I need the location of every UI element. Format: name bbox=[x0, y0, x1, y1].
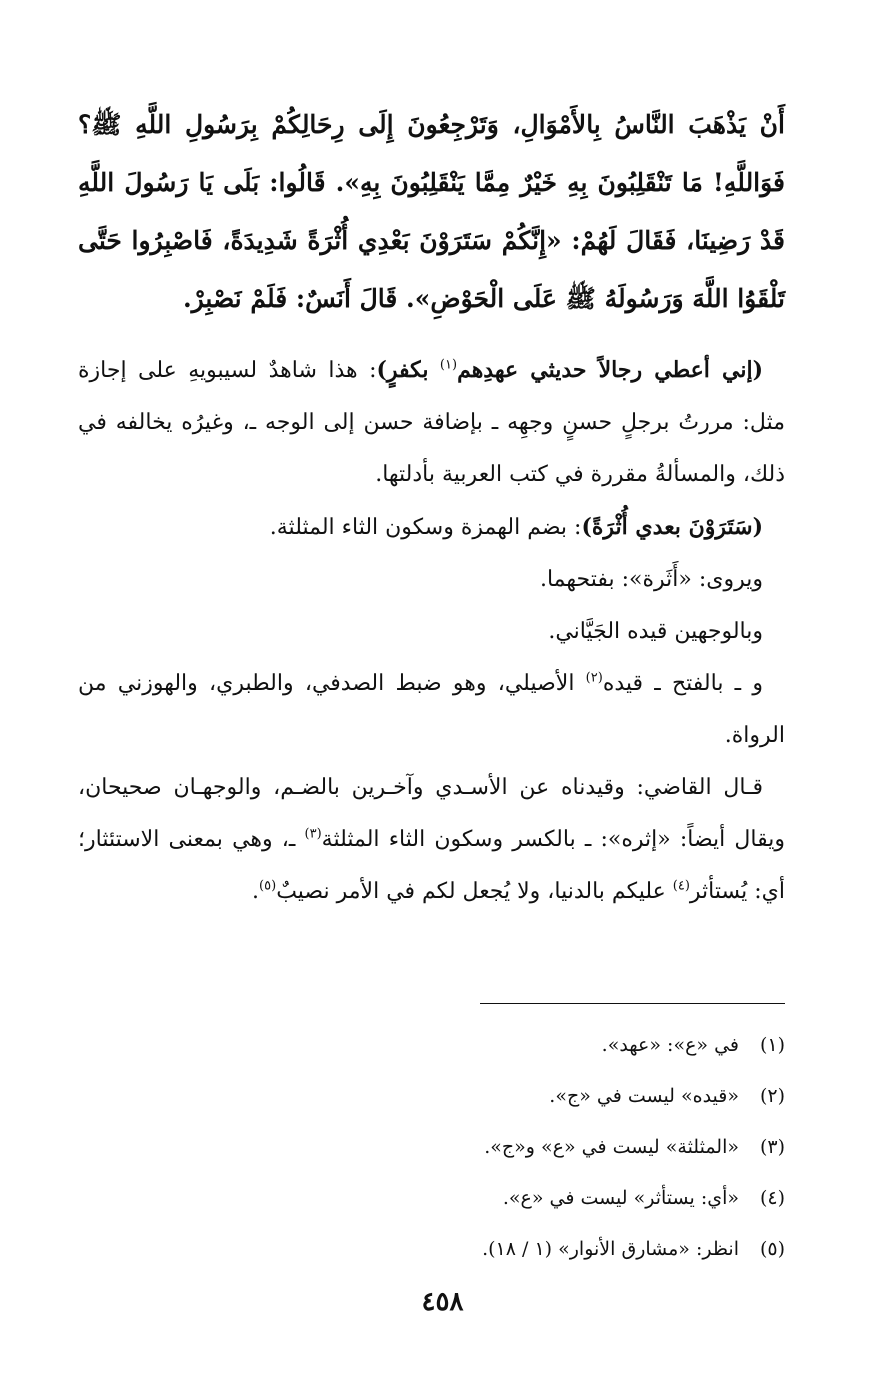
commentary-text: عليكم بالدنيا، ولا يُجعل لكم في الأمر نصيبٌ bbox=[276, 879, 666, 904]
commentary-text: و ـ بالفتح ـ قيده bbox=[602, 671, 763, 696]
main-text bbox=[78, 96, 785, 918]
footnote-number: (٥) bbox=[759, 1238, 785, 1260]
commentary-paragraph-6 bbox=[78, 762, 785, 918]
commentary-text: : بضم الهمزة وسكون الثاء المثلثة. bbox=[269, 515, 582, 540]
footnote-text: «قيده» ليست في «ج». bbox=[549, 1085, 739, 1107]
footnote-text: «أي: يستأثر» ليست في «ع». bbox=[502, 1187, 739, 1209]
lemma-heading: (سَتَرَوْنَ بعدي أُثْرَةً) bbox=[581, 514, 763, 540]
footnote-number: (٢) bbox=[759, 1085, 785, 1107]
footnote-item bbox=[78, 1071, 785, 1122]
footnote-divider bbox=[480, 1003, 785, 1004]
footnote-ref[interactable]: (٣) bbox=[304, 826, 322, 842]
commentary-paragraph-2 bbox=[78, 501, 785, 554]
footnote-text: «المثلثة» ليست في «ع» و«ج». bbox=[484, 1136, 739, 1158]
lemma-heading: بكفرٍ) bbox=[376, 357, 429, 383]
footnote-item bbox=[78, 1122, 785, 1173]
footnote-number: (٤) bbox=[759, 1187, 785, 1209]
commentary-paragraph-4: وبالوجهين قيده الجَيَّاني. bbox=[548, 619, 763, 644]
commentary-paragraph-5 bbox=[78, 658, 785, 762]
footnote-text: في «ع»: «عهد». bbox=[601, 1034, 739, 1056]
footnote-item bbox=[78, 1224, 785, 1275]
lemma-heading: (إني أعطي رجالاً حديثي عهدِهم bbox=[457, 357, 763, 383]
commentary-text: . bbox=[252, 879, 260, 904]
page-number: ٤٥٨ bbox=[421, 1287, 464, 1317]
commentary-paragraph-1 bbox=[78, 344, 785, 501]
footnote-text: انظر: «مشارق الأنوار» (١ / ١٨). bbox=[482, 1238, 739, 1260]
footnote-number: (١) bbox=[759, 1034, 785, 1056]
commentary-text: ـ، وهي بمعنى الاستئثار؛ أي: يُستأثر bbox=[78, 827, 785, 904]
footnote-ref[interactable]: (١) bbox=[439, 357, 458, 373]
footnote-ref[interactable]: (٥) bbox=[259, 878, 277, 894]
hadith-text bbox=[78, 96, 785, 328]
footnote-item bbox=[78, 1173, 785, 1224]
commentary-text: الأصيلي، وهو ضبط الصدفي، والطبري، والهوزني من الرواة. bbox=[78, 671, 785, 748]
hadith-text-part-2: ؟ فَوَاللَّهِ! مَا تَنْقَلِبُونَ بِهِ خَيْرٌ مِمَّا يَنْقَلِبُونَ بِهِ». قَالُوا: بَلَى يَا رَسُولَ اللَّهِ قَدْ رَضِينَا، فَقَالَ لَهُمْ: «إِنَّكُمْ سَتَرَوْنَ بَعْدِي أُثْرَةً شَدِيدَةً، فَاصْبِرُوا حَتَّى تَلْقَوُا اللَّهَ وَرَسُولَهُ bbox=[78, 110, 785, 313]
commentary-text: قـال القاضي: وقيدناه عن الأسـدي وآخـرين بالضـم، والوجهـان صحيحان، ويقال أيضاً: «إثره»: ـ بالكسر وسكون الثاء المثلثة bbox=[78, 775, 785, 852]
commentary-text: : هذا شاهدٌ لسيبويهِ على إجازة مثل: مررتُ برجلٍ حسنٍ وجهِه ـ بإضافة حسن إلى الوجه ـ، وغيرُه يخالفه في ذلك، والمسألةُ مقررة في كتب العربية بأدلتها. bbox=[78, 358, 785, 487]
footnote-ref[interactable]: (٢) bbox=[585, 670, 603, 686]
salutation-glyph: ﷺ bbox=[565, 284, 596, 313]
hadith-text-part-3: عَلَى الْحَوْضِ». قَالَ أَنَسٌ: فَلَمْ نَصْبِرْ. bbox=[182, 284, 557, 313]
footnote-ref[interactable]: (٤) bbox=[672, 878, 690, 894]
commentary-paragraph-3: ويروى: «أَثَرة»: بفتحهما. bbox=[539, 567, 763, 592]
hadith-text-part-1: أَنْ يَذْهَبَ النَّاسُ بِالأَمْوَالِ، وَتَرْجِعُونَ إِلَى رِحَالِكُمْ بِرَسُولِ اللَّهِ bbox=[135, 110, 785, 139]
footnotes-section bbox=[78, 1020, 785, 1275]
footnote-number: (٣) bbox=[759, 1136, 785, 1158]
salutation-glyph: ﷺ bbox=[91, 110, 122, 139]
footnote-item bbox=[78, 1020, 785, 1071]
